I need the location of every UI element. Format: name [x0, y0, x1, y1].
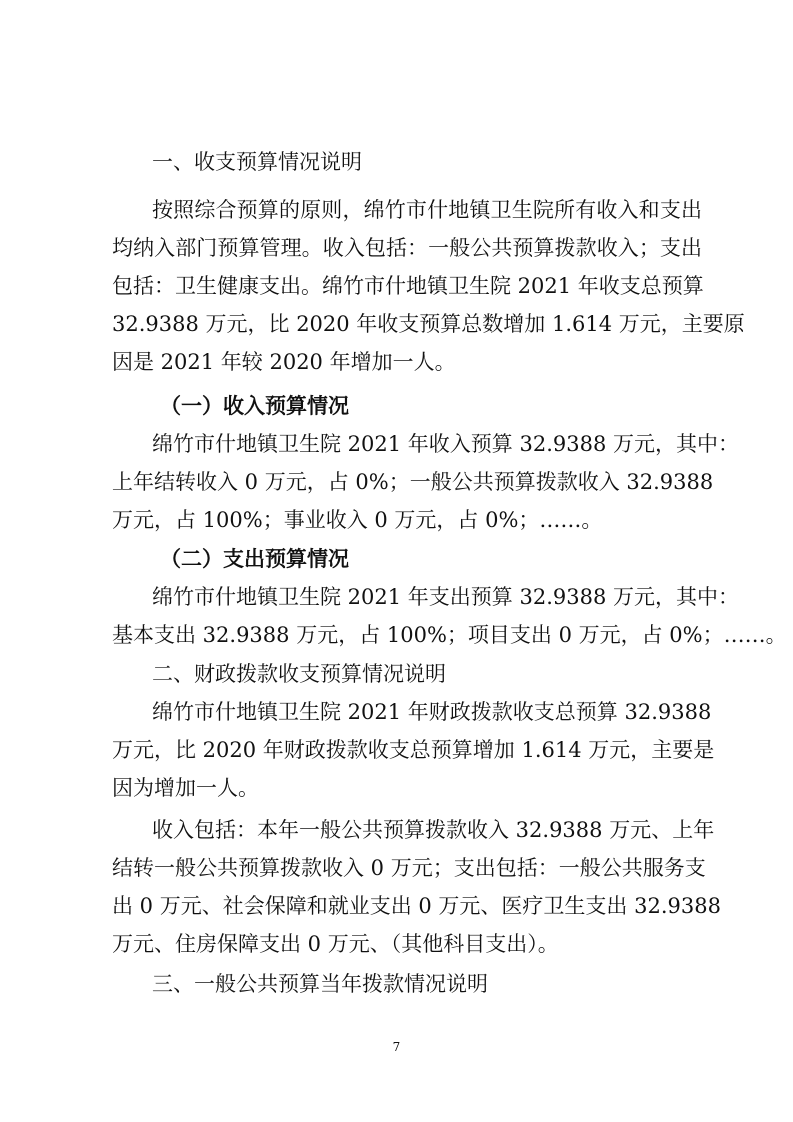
sub2-line-1: 绵竹市什地镇卫生院 2021 年支出预算 32.9388 万元，其中：	[152, 585, 739, 609]
section2-p1-line-1: 绵竹市什地镇卫生院 2021 年财政拨款收支总预算 32.9388	[152, 700, 712, 724]
sub1-line-3: 万元，占 100%；事业收入 0 万元，占 0%；……。	[112, 508, 603, 532]
sub2-heading: （二）支出预算情况	[160, 547, 349, 571]
page-number: 7	[392, 1040, 401, 1054]
section1-line-1: 按照综合预算的原则，绵竹市什地镇卫生院所有收入和支出	[152, 198, 702, 222]
section2-heading: 二、财政拨款收支预算情况说明	[152, 662, 446, 686]
section1-heading: 一、收支预算情况说明	[152, 150, 362, 174]
sub1-heading: （一）收入预算情况	[160, 394, 349, 418]
section2-p2-line-2: 结转一般公共预算拨款收入 0 万元；支出包括：一般公共服务支	[112, 856, 706, 880]
section2-p2-line-3: 出 0 万元、社会保障和就业支出 0 万元、医疗卫生支出 32.9388	[112, 894, 721, 918]
section2-p2-line-4: 万元、住房保障支出 0 万元、（其他科目支出）。	[112, 932, 559, 956]
section2-p1-line-2: 万元，比 2020 年财政拨款收支总预算增加 1.614 万元，主要是	[112, 738, 715, 762]
sub1-line-1: 绵竹市什地镇卫生院 2021 年收入预算 32.9388 万元，其中：	[152, 432, 739, 456]
sub1-line-2: 上年结转收入 0 万元，占 0%；一般公共预算拨款收入 32.9388	[112, 470, 714, 494]
section1-line-5: 因是 2021 年较 2020 年增加一人。	[112, 350, 456, 374]
section1-line-2: 均纳入部门预算管理。收入包括：一般公共预算拨款收入；支出	[112, 236, 702, 260]
sub2-line-2: 基本支出 32.9388 万元，占 100%；项目支出 0 万元，占 0%；……。	[112, 623, 787, 647]
section2-p2-line-1: 收入包括：本年一般公共预算拨款收入 32.9388 万元、上年	[152, 818, 715, 842]
section1-line-3: 包括：卫生健康支出。绵竹市什地镇卫生院 2021 年收支总预算	[112, 274, 704, 298]
section2-p1-line-3: 因为增加一人。	[112, 776, 259, 800]
section1-line-4: 32.9388 万元，比 2020 年收支预算总数增加 1.614 万元，主要原	[112, 312, 745, 336]
section3-heading: 三、一般公共预算当年拨款情况说明	[152, 972, 488, 996]
